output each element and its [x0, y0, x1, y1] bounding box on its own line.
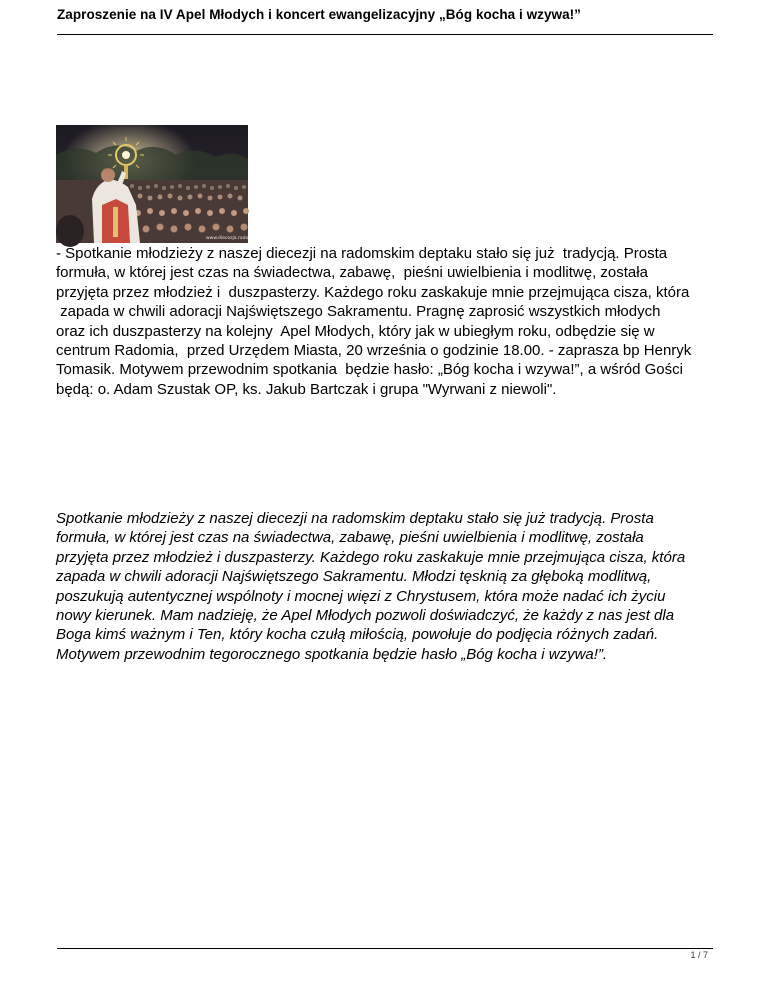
quote-line: Spotkanie młodzieży z naszej diecezji na radomskim deptaku stało się już tradycją. Prosta — [56, 510, 654, 527]
intro-line: oraz ich duszpasterzy na kolejny Apel Młodych, który jak w ubiegłym roku, odbędzie się w — [56, 322, 655, 340]
quote-line: nowy kierunek. Mam nadzieję, że Apel Młodych pozwoli doświadczyć, że każdy z nas jest dla — [56, 607, 675, 625]
intro-line: zapada w chwili adoracji Najświętszego Sakramentu. Pragnę zaprosić wszystkich młodych — [56, 303, 661, 321]
page-number: 1 / 7 — [690, 950, 708, 960]
event-photo — [56, 125, 259, 243]
intro-line: - Spotkanie młodzieży z naszej diecezji na radomskim deptaku stało się już tradycją. Prosta — [56, 245, 668, 262]
quote-line: formuła, w której jest czas na świadectwa, zabawę, pieśni uwielbienia i modlitwę, została — [56, 529, 644, 547]
intro-line: będą: o. Adam Szustak OP, ks. Jakub Bartczak i grupa "Wyrwani z niewoli". — [56, 380, 557, 398]
intro-line: Tomasik. Motywem przewodnim spotkania będzie hasło: „Bóg kocha i wzywa!”, a wśród Gości — [56, 361, 683, 379]
intro-line: formuła, w której jest czas na świadectwa, zabawę, pieśni uwielbienia i modlitwę, została — [56, 264, 648, 282]
quote-paragraph — [56, 509, 722, 664]
quote-line: Motywem przewodnim tegorocznego spotkania będzie hasło „Bóg kocha i wzywa!”. — [56, 645, 608, 663]
quote-line: poszukują autentycznej wspólnoty i mocnej więzi z Chrystusem, która może nadać ich życiu — [56, 587, 666, 605]
quote-line: zapada w chwili adoracji Najświętszego Sakramentu. Młodzi tęsknią za głęboką modlitwą, — [56, 568, 652, 586]
quote-line: Boga kimś ważnym i Ten, który kocha czułą miłością, powołuje do podjęcia różnych zadań. — [56, 626, 659, 644]
header-divider — [57, 34, 713, 35]
intro-line: centrum Radomia, przed Urzędem Miasta, 20 września o godzinie 18.00. - zaprasza bp Henryk — [56, 342, 692, 360]
quote-line: przyjęta przez młodzież i duszpasterzy. Każdego roku zaskakuje mnie przejmująca cisza, która — [56, 548, 686, 566]
photo-watermark: www.diecezja.radom.pl — [206, 236, 259, 241]
footer-divider — [57, 948, 713, 949]
intro-paragraph — [56, 244, 722, 399]
intro-line: przyjęta przez młodzież i duszpasterzy. Każdego roku zaskakuje mnie przejmująca cisza, która — [56, 283, 690, 301]
event-photo-illustration — [56, 125, 259, 243]
page-title: Zaproszenie na IV Apel Młodych i koncert ewangelizacyjny „Bóg kocha i wzywa!” — [57, 7, 581, 22]
